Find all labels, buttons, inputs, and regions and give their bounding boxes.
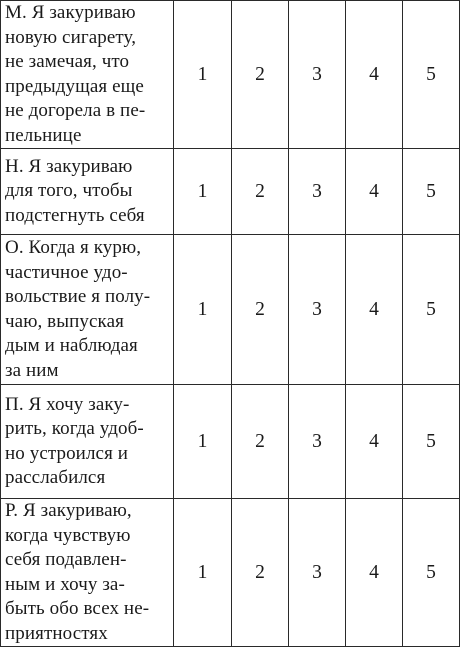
rating-option-2: 2 xyxy=(232,499,289,647)
rating-option-3: 3 xyxy=(289,149,346,235)
question-text-line: пельнице xyxy=(5,124,82,146)
question-text-line: подстегнуть себя xyxy=(5,204,145,226)
table-row xyxy=(1,235,460,385)
question-text-line: за ним xyxy=(5,359,59,381)
rating-option-5: 5 xyxy=(403,235,460,385)
rating-option-1: 1 xyxy=(174,149,232,235)
rating-option-5: 5 xyxy=(403,499,460,647)
question-text-line: но устроился и xyxy=(5,442,129,464)
rating-option-2: 2 xyxy=(232,385,289,499)
rating-option-5: 5 xyxy=(403,1,460,149)
question-text-line: частичное удо- xyxy=(5,261,128,283)
rating-option-3: 3 xyxy=(289,235,346,385)
rating-option-2: 2 xyxy=(232,235,289,385)
rating-option-4: 4 xyxy=(346,1,403,149)
question-text-line: М. Я закуриваю xyxy=(5,2,136,23)
rating-option-5: 5 xyxy=(403,149,460,235)
question-text-line: быть обо всех не- xyxy=(5,598,150,619)
question-text-line: новую сигарету, xyxy=(5,26,137,48)
question-text-line: вольствие я полу- xyxy=(5,286,151,307)
rating-option-4: 4 xyxy=(346,385,403,499)
question-cell xyxy=(1,499,174,647)
table-row xyxy=(1,149,460,235)
table-row xyxy=(1,499,460,647)
question-text-line: расслабился xyxy=(5,467,106,488)
rating-option-4: 4 xyxy=(346,149,403,235)
rating-option-3: 3 xyxy=(289,1,346,149)
question-text-line: для того, чтобы xyxy=(5,180,133,202)
question-text-line: когда чувствую xyxy=(5,524,131,546)
rating-option-2: 2 xyxy=(232,1,289,149)
question-text-line: О. Когда я курю, xyxy=(5,237,142,258)
question-cell xyxy=(1,1,174,149)
question-text-line: не замечая, что xyxy=(5,51,130,72)
rating-option-4: 4 xyxy=(346,499,403,647)
rating-option-1: 1 xyxy=(174,235,232,385)
rating-option-1: 1 xyxy=(174,1,232,149)
rating-option-1: 1 xyxy=(174,385,232,499)
question-text-line: ным и хочу за- xyxy=(5,573,125,595)
rating-option-4: 4 xyxy=(346,235,403,385)
question-text-line: дым и наблюдая xyxy=(5,335,138,356)
question-text-line: приятностях xyxy=(5,622,108,644)
question-text-line: П. Я хочу заку- xyxy=(5,393,130,415)
question-text-line: не догорела в пе- xyxy=(5,100,146,121)
question-text-line: чаю, выпуская xyxy=(5,310,124,332)
table-row xyxy=(1,385,460,499)
rating-option-1: 1 xyxy=(174,499,232,647)
rating-option-2: 2 xyxy=(232,149,289,235)
table-row xyxy=(1,1,460,149)
question-text-line: себя подавлен- xyxy=(5,549,127,570)
question-text-line: предыдущая еще xyxy=(5,75,144,97)
rating-option-5: 5 xyxy=(403,385,460,499)
question-text-line: Р. Я закуриваю, xyxy=(5,500,132,521)
question-text-line: Н. Я закуриваю xyxy=(5,155,133,177)
question-cell xyxy=(1,149,174,235)
question-text-line: рить, когда удоб- xyxy=(5,418,144,439)
rating-option-3: 3 xyxy=(289,499,346,647)
question-cell xyxy=(1,235,174,385)
rating-option-3: 3 xyxy=(289,385,346,499)
question-cell xyxy=(1,385,174,499)
